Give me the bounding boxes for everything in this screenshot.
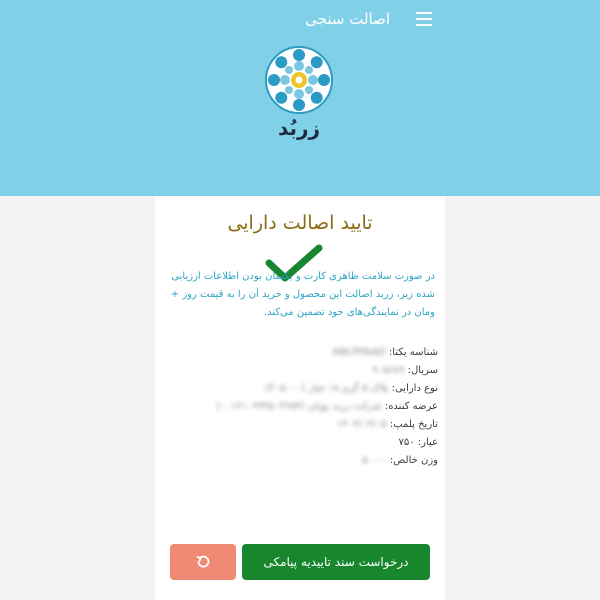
detail-label: شناسه یکتا: [388, 347, 438, 358]
detail-label: عرضه کننده: [384, 401, 438, 412]
undo-arrow-icon [196, 555, 210, 569]
asset-details [158, 344, 438, 470]
detail-value: ۷۵۰ [398, 437, 415, 448]
detail-value: شرکت زربد پویان (۰۰۱۲۱۰۹۹۴۵۰۴۶۵۳) [216, 401, 382, 412]
detail-value: ۱۴۰۳/۰۳/۰۵ [336, 419, 387, 430]
detail-label: سریال: [407, 365, 438, 376]
hamburger-menu-icon[interactable] [416, 12, 432, 26]
detail-label: نوع دارایی: [391, 383, 438, 394]
detail-row-seal-date [158, 416, 438, 434]
detail-row-purity [158, 434, 438, 452]
detail-value: ABCPPAAD [332, 347, 386, 358]
detail-row-serial [158, 362, 438, 380]
detail-value: پلاک ۵ گرم ۱۸ عیار (۴۰۵۰۰۰) [265, 383, 389, 394]
brand-name: زربُد [277, 116, 321, 140]
header-title: اصالت سنجی [305, 10, 390, 28]
detail-row-id [158, 344, 438, 362]
page-title: تایید اصالت دارایی [227, 212, 373, 234]
rosette-logo-icon [264, 45, 334, 115]
detail-label: عیار: [417, 437, 438, 448]
detail-row-supplier [158, 398, 438, 416]
detail-label: تاریخ پلمپ: [389, 419, 438, 430]
back-button[interactable] [170, 544, 236, 580]
detail-row-net-weight [158, 452, 438, 470]
detail-label: وزن خالص: [389, 455, 438, 466]
detail-value: ۵.۰۰۰ [362, 455, 387, 466]
app-header [0, 0, 600, 196]
request-sms-confirmation-button[interactable]: درخواست سند تاییدیه پیامکی [242, 544, 430, 580]
detail-row-type [158, 380, 438, 398]
detail-value: ۹۰۵۶۸۹ [372, 365, 405, 376]
guarantee-description: در صورت سلامت ظاهری کارت و یکسان بودن اطلاعات ارزیابی شده زیر، زربد اصالت این محصول و خرید آن را به قیمت روز + ومان در نمایندگی‌های خود تضمین می‌کند. [170, 271, 435, 318]
